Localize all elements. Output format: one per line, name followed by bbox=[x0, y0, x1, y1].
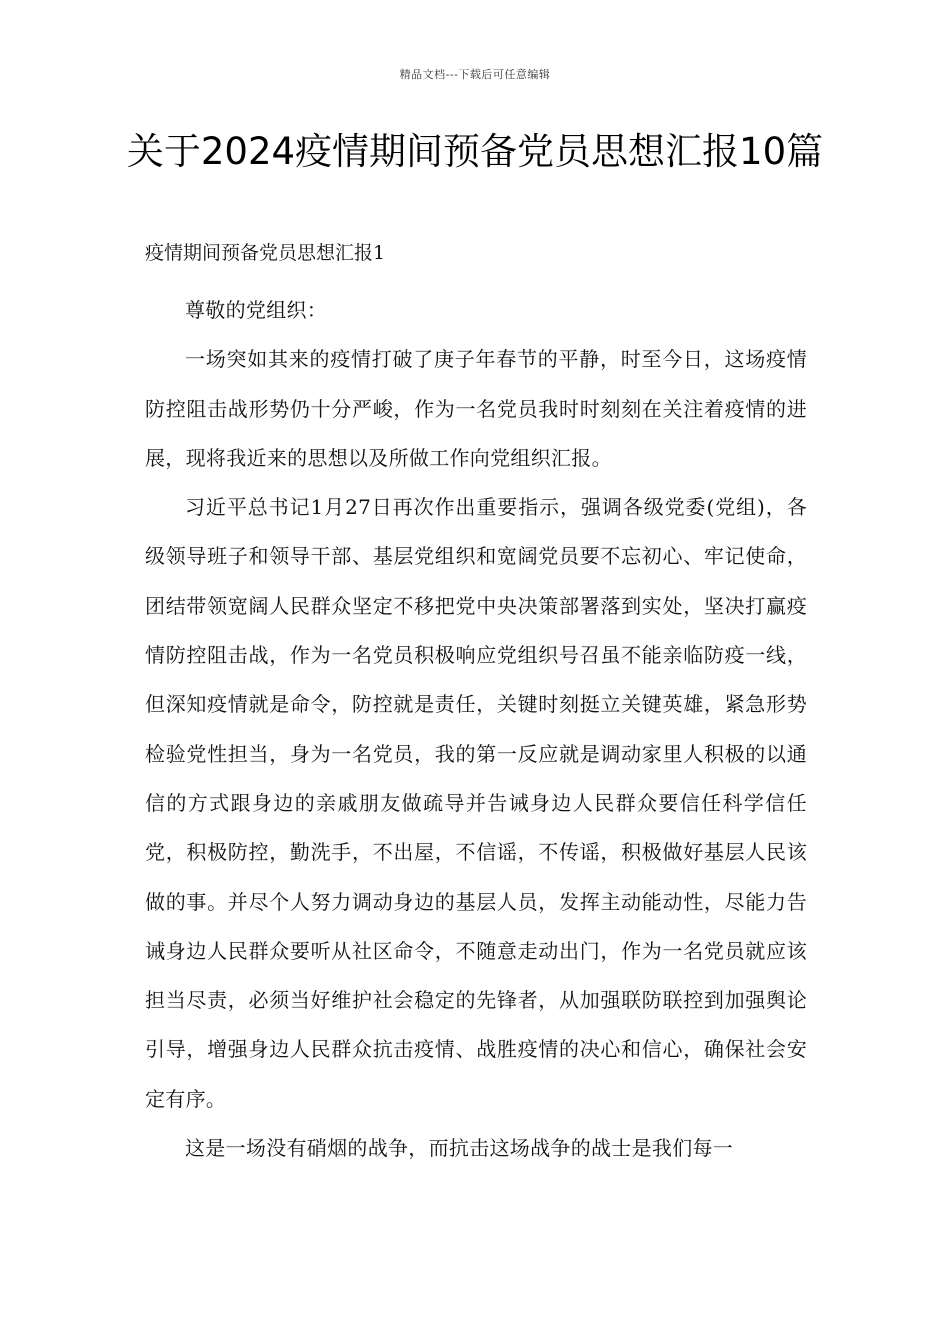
salutation: 尊敬的党组织： bbox=[185, 298, 328, 322]
page-header: 精品文档---下载后可任意编辑 bbox=[399, 68, 551, 81]
paragraph: 这是一场没有硝烟的战争，而抗击这场战争的战士是我们每一 bbox=[185, 1136, 734, 1161]
document-body bbox=[145, 286, 807, 1173]
paragraph: 一场突如其来的疫情打破了庚子年春节的平静，时至今日，这场疫情防控阻击战形势仍十分严峻，作为一名党员我时时刻刻在关注着疫情的进展，现将我近来的思想以及所做工作向党组织汇报。 bbox=[145, 347, 807, 470]
paragraph: 习近平总书记1月27日再次作出重要指示，强调各级党委(党组)，各级领导班子和领导干部、基层党组织和宽阔党员要不忘初心、牢记使命，团结带领宽阔人民群众坚定不移把党中央决策部署落到实处，坚决打赢疫情防控阻击战，作为一名党员积极响应党组织号召虽不能亲临防疫一线，但深知疫情就是命令，防控就是责任，关键时刻挺立关键英雄，紧急形势检验党性担当，身为一名党员，我的第一反应就是调动家里人积极的以通信的方式跟身边的亲戚朋友做疏导并告诫身边人民群众要信任科学信任党，积极防控，勤洗手，不出屋，不信谣，不传谣，积极做好基层人民该做的事。并尽个人努力调动身边的基层人员，发挥主动能动性，尽能力告诫身边人民群众要听从社区命令，不随意走动出门，作为一名党员就应该担当尽责，必须当好维护社会稳定的先锋者，从加强联防联控到加强舆论引导，增强身边人民群众抗击疫情、战胜疫情的决心和信心，确保社会安定有序。 bbox=[145, 495, 807, 1111]
section-heading: 疫情期间预备党员思想汇报1 bbox=[145, 242, 386, 264]
document-title: 关于2024疫情期间预备党员思想汇报10篇 bbox=[126, 130, 824, 173]
